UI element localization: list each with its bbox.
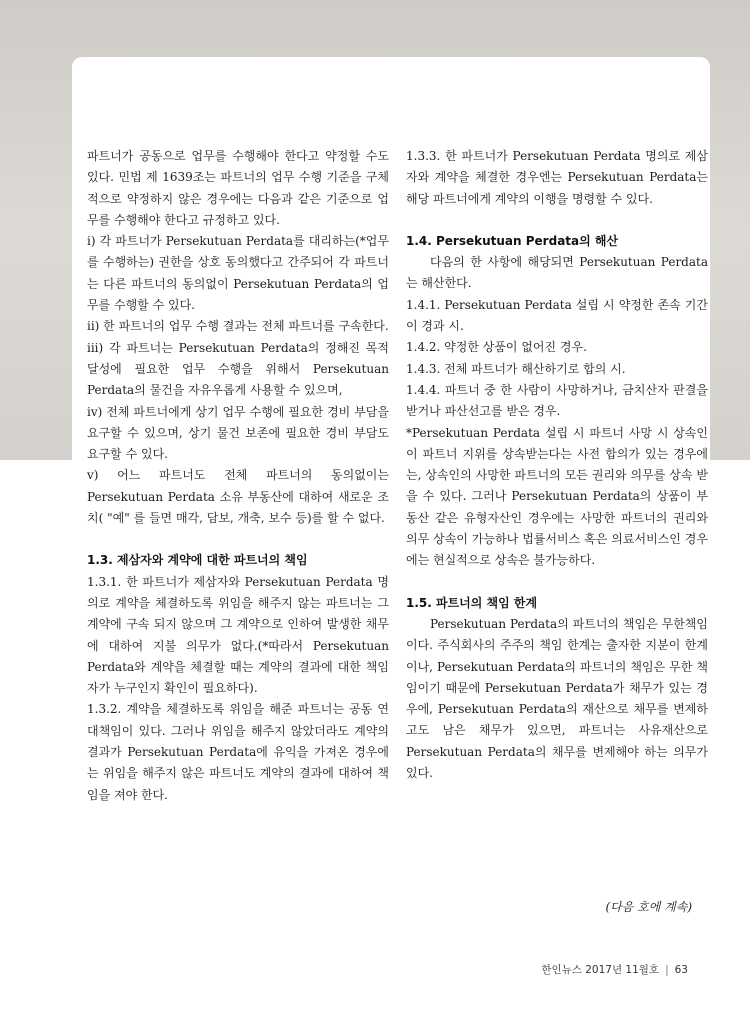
paragraph: i) 각 파트너가 Persekutuan Perdata를 대리하는(*업무를 수행하는) 권한을 상호 동의했다고 간주되어 각 파트너는 다른 파트너의 동의없이 Persekutuan Perdata의 업무를 수행할 수 있다. bbox=[87, 234, 389, 313]
footer-separator: | bbox=[665, 964, 669, 976]
paragraph: Persekutuan Perdata의 파트너의 책임은 무한책임이다. 주식회사의 주주의 책임 한계는 출자한 지분이 한계이나, Persekutuan Perdata의 파트너의 책임은 무한 책임이기 때문에 Persekutuan Perdata가 채무가 있는 경우에, Persekutuan Perdata의 재산으로 채무를 변제하고도 남은 채무가 있으면, 파트너는 사유재산으로 Persekutuan Perdata의 채무를 변제해야 하는 의무가 있다. bbox=[406, 616, 708, 781]
left-column bbox=[87, 146, 389, 806]
section-heading: 1.5. 파트너의 책임 한계 bbox=[406, 595, 538, 610]
page-number: 63 bbox=[674, 964, 688, 976]
continued-note: (다음 호에 계속) bbox=[605, 900, 692, 914]
paragraph: 1.3.3. 한 파트너가 Persekutuan Perdata 명의로 제삼자와 계약을 체결한 경우엔는 Persekutuan Perdata는 해당 파트너에게 계약의 이행을 명령할 수 있다. bbox=[406, 149, 708, 206]
paragraph: 1.4.4. 파트너 중 한 사람이 사망하거나, 금치산자 판결을 받거나 파산선고를 받은 경우. bbox=[406, 382, 708, 419]
right-column bbox=[406, 146, 708, 784]
section-heading: 1.4. Persekutuan Perdata의 해산 bbox=[406, 233, 619, 248]
paragraph: 파트너가 공동으로 업무를 수행해야 한다고 약정할 수도 있다. 민법 제 1639조는 파트너의 업무 수행 기준을 구체적으로 약정하지 않은 경우에는 다음과 같은 기준으로 업무를 수행해야 한다고 규정하고 있다. bbox=[87, 149, 389, 227]
page-footer bbox=[541, 962, 688, 977]
paragraph: iv) 전체 파트너에게 상기 업무 수행에 필요한 경비 부담을 요구할 수 있으며, 상기 물건 보존에 필요한 경비 부담도 요구할 수 있다. bbox=[87, 404, 389, 462]
paragraph: iii) 각 파트너는 Persekutuan Perdata의 정해진 목적 달성에 필요한 업무 수행을 위해서 Persekutuan Perdata의 물건을 자유우롭게 사용할 수 있으며, bbox=[87, 340, 389, 398]
paragraph: 1.3.2. 계약을 체결하도록 위임을 해준 파트너는 공동 연대책임이 있다. 그러나 위임을 해주지 않았더라도 계약의 결과가 Persekutuan Perdata에 유익을 가져온 경우에는 위임을 해주지 않은 파트너도 계약의 결과에 대하여 책임을 져야 한다. bbox=[87, 702, 389, 802]
paragraph: 다음의 한 사항에 해당되면 Persekutuan Perdata는 해산한다. bbox=[406, 255, 708, 291]
paragraph: 1.4.2. 약정한 상품이 없어진 경우. bbox=[406, 340, 587, 355]
paragraph: 1.4.3. 전체 파트너가 해산하기로 합의 시. bbox=[406, 361, 626, 376]
publication-name: 한인뉴스 2017년 11월호 bbox=[541, 964, 660, 976]
paragraph: *Persekutuan Perdata 설립 시 파트너 사망 시 상속인이 파트너 지위를 상속받는다는 사전 합의가 있는 경우에는, 상속인의 사망한 파트너의 모든 권리와 의무를 상속 받을 수 있다. 그러나 Persekutuan Perdata의 상품이 부동산 같은 유형자산인 경우에는 사망한 파트너의 권리와 의무 상속이 가능하나 법률서비스 혹은 의료서비스인 경우에는 현실적으로 상속은 불가능하다. bbox=[406, 425, 708, 568]
section-heading: 1.3. 제삼자와 계약에 대한 파트너의 책임 bbox=[87, 553, 308, 568]
paragraph: 1.3.1. 한 파트너가 제삼자와 Persekutuan Perdata 명의로 계약을 체결하도록 위임을 해주지 않는 파트너는 그 계약에 구속 되지 않으며 그 계약으로 인하여 발생한 채무에 대하여 지불 의무가 없다.(*따라서 Persekutuan Perdata와 계약을 체결할 때는 계약의 결과에 대한 책임자가 누구인지 확인이 필요하다). bbox=[87, 574, 389, 696]
paragraph: ii) 한 파트너의 업무 수행 결과는 전체 파트너를 구속한다. bbox=[87, 319, 389, 334]
paragraph: 1.4.1. Persekutuan Perdata 설립 시 약정한 존속 기간이 경과 시. bbox=[406, 297, 708, 334]
paragraph: v) 어느 파트너도 전체 파트너의 동의없이는 Persekutuan Perdata 소유 부동산에 대하여 새로운 조치( "예" 를 들면 매각, 담보, 개축, 보수 등)를 할 수 없다. bbox=[87, 468, 389, 526]
